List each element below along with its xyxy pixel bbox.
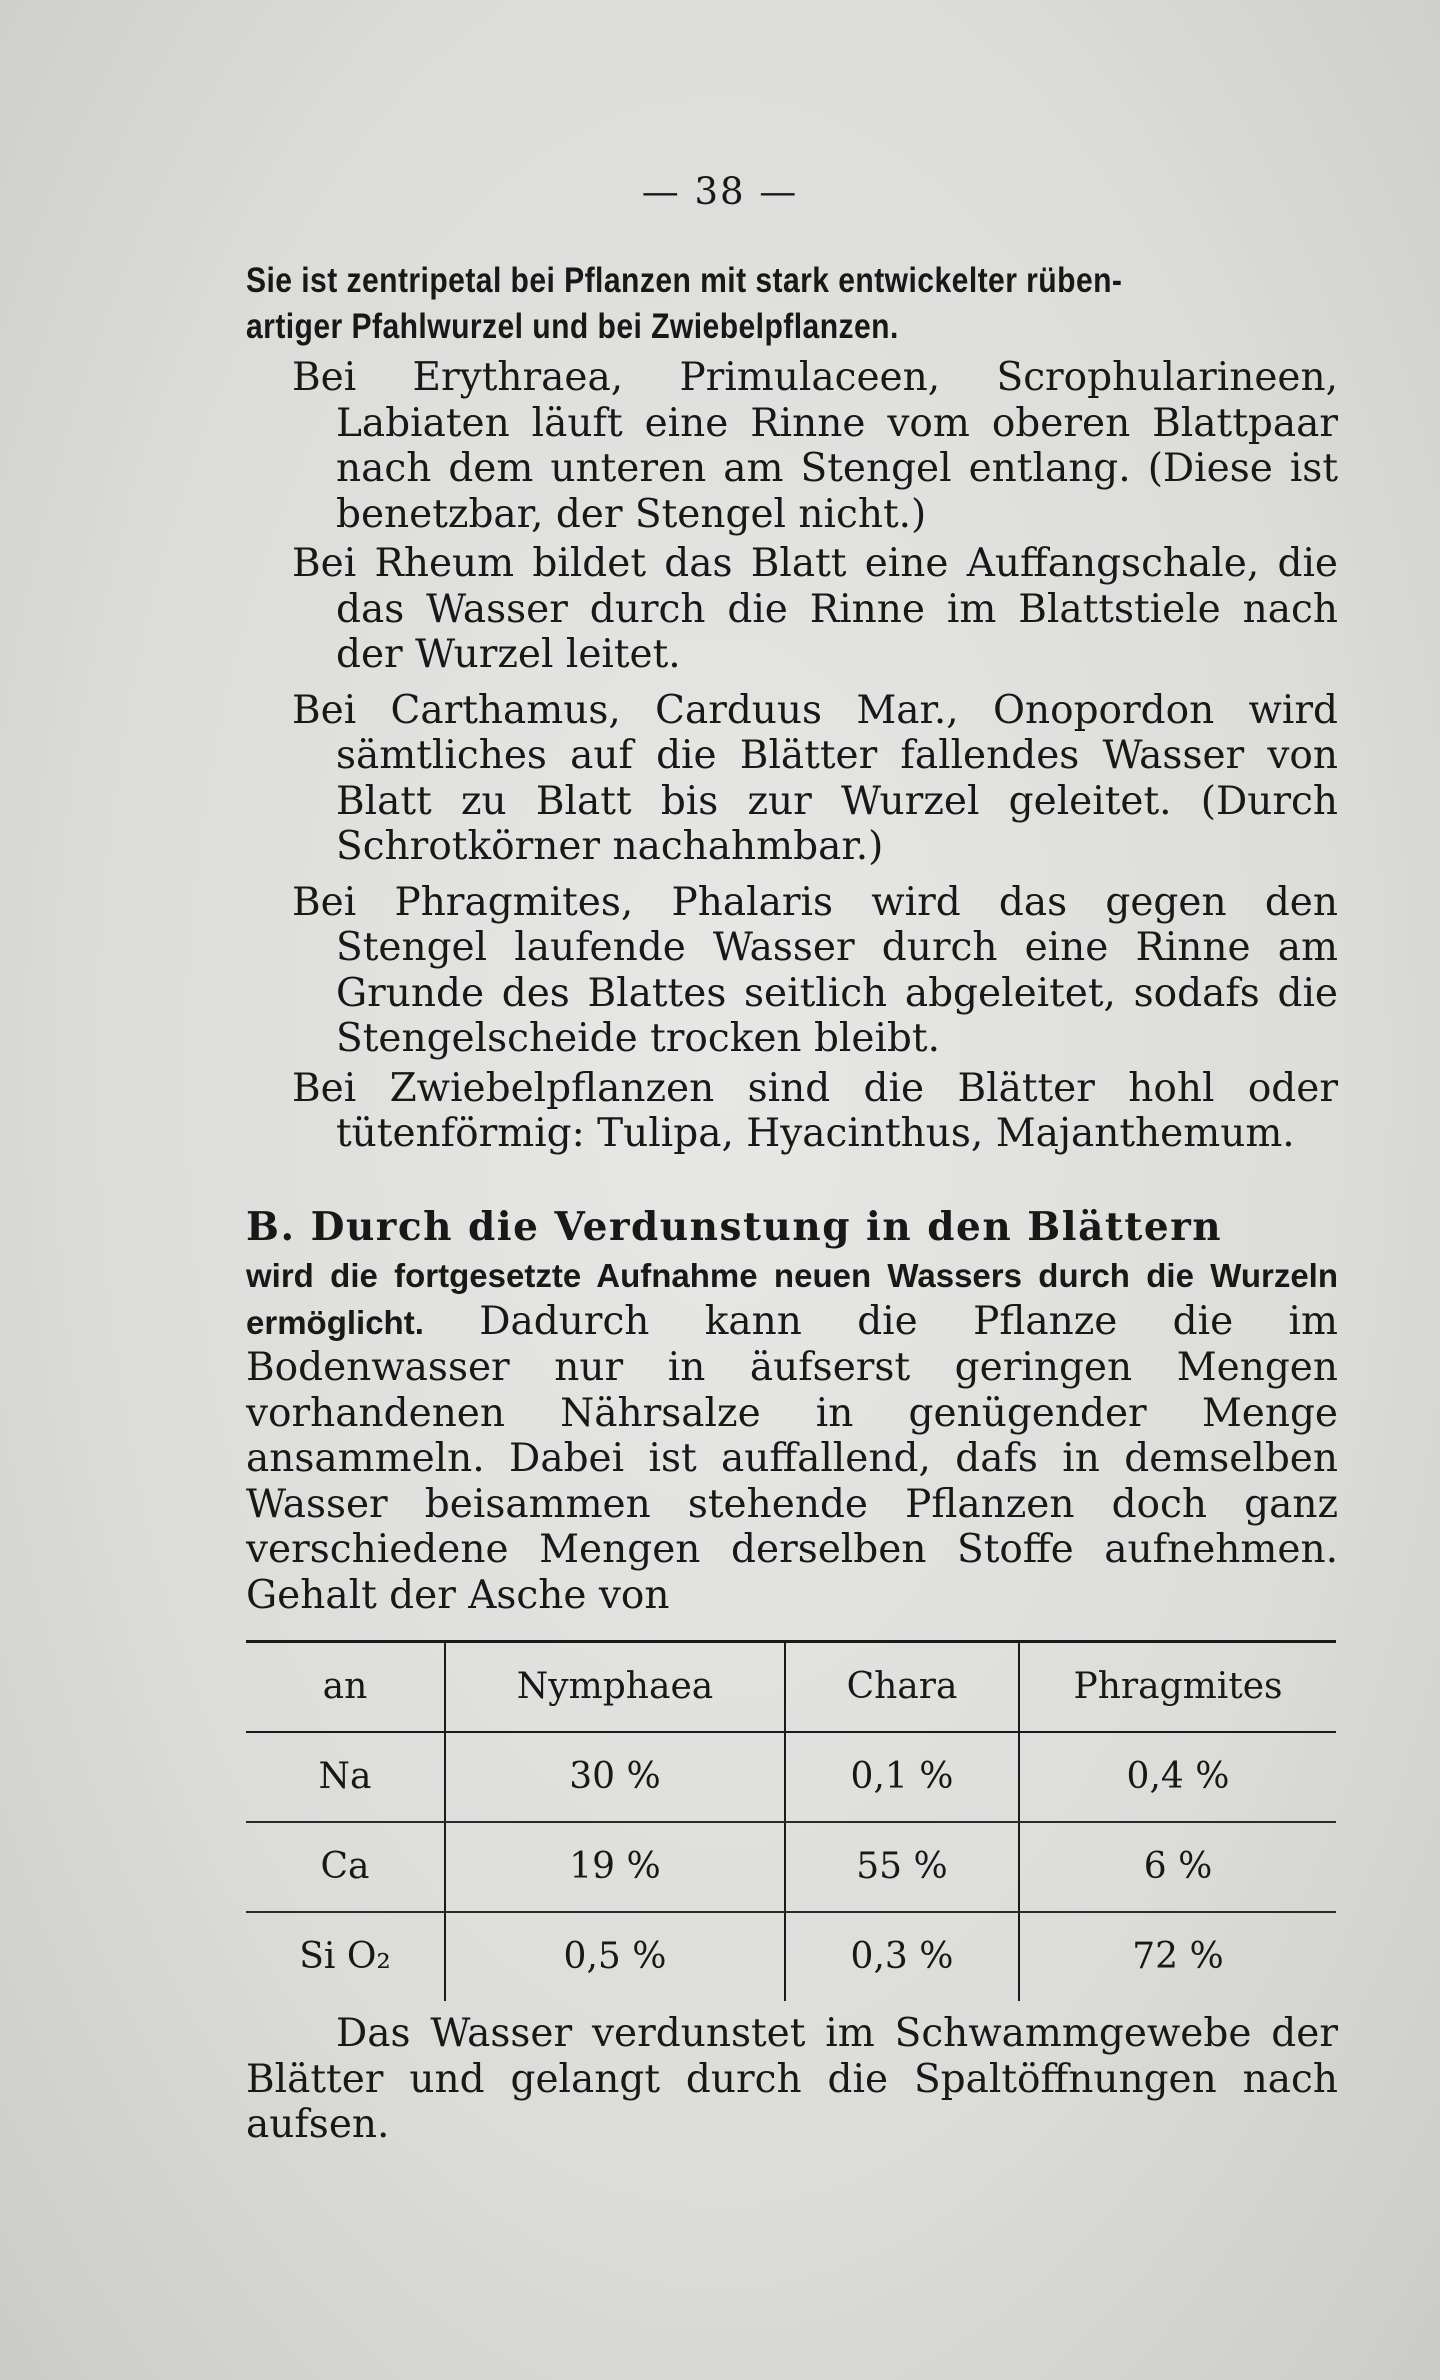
table-header-cell: Phragmites [1019,1642,1336,1733]
section-b-text [246,1252,1338,1618]
table-cell: 55 % [785,1822,1019,1912]
paragraph-phragmites: Bei Phragmites, Phalaris wird das gegen den Stengel laufende Wasser durch eine Rinne am Grunde des Blattes seitlich abgeleitet, sodafs die Stengelscheide trocken bleibt. [292,879,1338,1061]
table-header-cell: Chara [785,1642,1019,1733]
section-b-lead: wird die fortgesetzte Aufnahme neuen Wassers durch die Wurzeln ermöglicht. [246,1257,1338,1341]
ash-content-table [246,1640,1336,2001]
section-b-body: Dadurch kann die Pflanze die im Bodenwasser nur in äufserst geringen Mengen vorhandenen Nährsalze in genügender Menge ansammeln. Dabei ist auffallend, dafs in demselben Wasser beisammen stehende Pflanzen doch ganz verschiedene Mengen derselben Stoffe aufnehmen. Gehalt der Asche von [246,1298,1338,1618]
table-cell: Na [246,1732,445,1822]
table-cell: 19 % [445,1822,785,1912]
table-row [246,1912,1336,2001]
paragraph-erythraea: Bei Erythraea, Primulaceen, Scrophularineen, Labiaten läuft eine Rinne vom oberen Blattpaar nach dem unteren am Stengel entlang. (Diese ist benetzbar, der Stengel nicht.) [292,355,1338,537]
table-cell: 6 % [1019,1822,1336,1912]
intro-line-1: Sie ist zentripetal bei Pflanzen mit stark entwickelter rüben- [246,261,1123,300]
table-cell: 72 % [1019,1912,1336,2001]
closing-paragraph: Das Wasser verdunstet im Schwammgewebe der Blätter und gelangt durch die Spaltöffnungen nach aufsen. [246,2011,1338,2147]
paragraph-rheum: Bei Rheum bildet das Blatt eine Auffangschale, die das Wasser durch die Rinne im Blattstiele nach der Wurzel leitet. [292,541,1338,677]
table-row [246,1822,1336,1912]
table-cell: 0,4 % [1019,1732,1336,1822]
table-cell: 0,5 % [445,1912,785,2001]
table-header-row [246,1642,1336,1733]
paragraph-carthamus: Bei Carthamus, Carduus Mar., Onopordon wird sämtliches auf die Blätter fallendes Wasser von Blatt zu Blatt bis zur Wurzel geleitet. (Durch Schrotkörner nachahmbar.) [292,687,1338,869]
table-cell: Si O₂ [299,1936,391,1978]
intro-line-2: artiger Pfahlwurzel und bei Zwiebelpflanzen. [246,306,899,346]
paragraph-zwiebelpflanzen: Bei Zwiebelpflanzen sind die Blätter hohl oder tütenförmig: Tulipa, Hyacinthus, Majanthemum. [292,1065,1338,1156]
section-b-heading: B. Durch die Verdunstung in den Blättern [246,1203,1223,1250]
table-cell: 0,3 % [785,1912,1019,2001]
table-header-cell: an [246,1642,445,1733]
table-row [246,1732,1336,1822]
table-header-cell: Nymphaea [445,1642,785,1733]
table-cell: 0,1 % [785,1732,1019,1822]
page-number: — 38 — [641,170,799,213]
table-cell: Ca [246,1822,445,1912]
table-cell: 30 % [445,1732,785,1822]
page-content [246,258,1338,2187]
